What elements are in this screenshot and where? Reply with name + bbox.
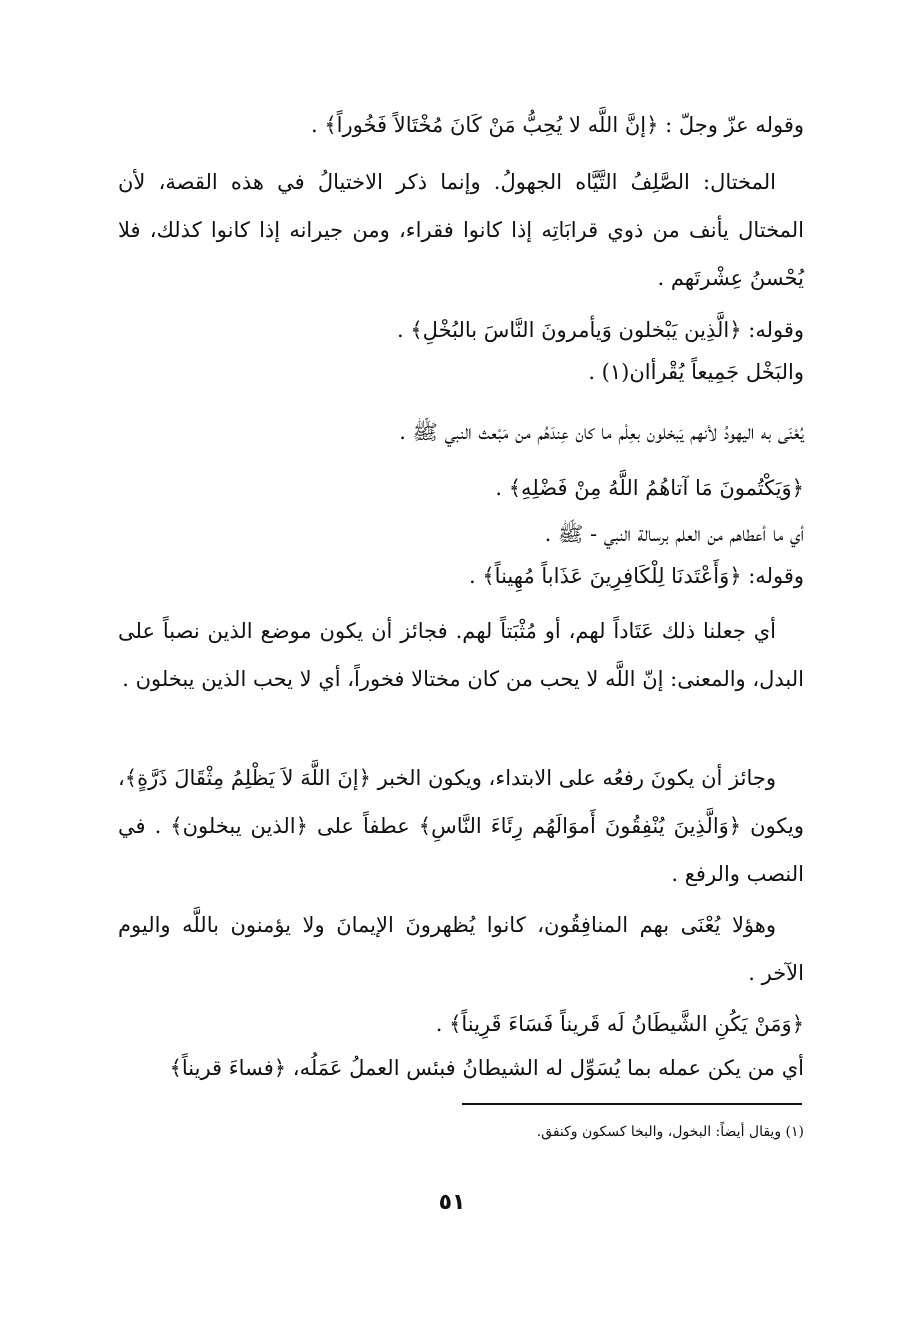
- verse-line: وقوله: ﴿الَّذِين يَبْخلون وَيأمرونَ النَّاسَ بالبُخْلِ﴾ .: [397, 318, 804, 342]
- verse-line: وقوله: ﴿وَأَعْتَدنَا لِلْكَافِرِينَ عَذَاباً مُهِيناً﴾ .: [469, 564, 804, 588]
- text-line: يُعْنَى به اليهودُ لأنهم يَبخلون بعِلْم ما كان عِندَهُم من مَبْعث النبي ﷺ .: [399, 420, 804, 444]
- footnote-divider: [462, 1103, 802, 1105]
- paragraph: وهؤلا يُعْنَى بهم المنافِقُون، كانوا يُظهرونَ الإيمانَ ولا يؤمنون باللَّه واليوم الآخر .: [118, 913, 804, 985]
- verse-line: ﴿وَمَنْ يَكُنِ الشَّيطَانُ لَه قَريناً فَسَاءَ قَرِيناً﴾ .: [435, 1012, 804, 1036]
- paragraph: المختال: الصَّلِفُ التَّيَّاه الجهولُ. وإنما ذكر الاختيالُ في هذه القصة، لأن المختال يأنف من ذوي قرابَاتِه إذا كانوا فقراء، ومن جيرانه إذا كانوا كذلك، فلا يُحْسنُ عِشْرتَهم .: [118, 170, 804, 290]
- page-number: ٥١: [438, 1190, 466, 1215]
- verse-line: وقوله عزّ وجلّ : ﴿إنَّ اللَّه لا يُحِبُّ مَنْ كَانَ مُخْتَالاً فَخُوراً﴾ .: [311, 113, 804, 137]
- text-line: أي ما أعطاهم من العلم برسالة النبي - ﷺ .: [544, 522, 804, 546]
- paragraph: وجائز أن يكونَ رفعُه على الابتداء، ويكون الخبر ﴿إنَ اللَّهَ لاَ يَظْلِمُ مِثْقَالَ ذَرَّةٍ﴾، ويكون ﴿وَالَّذِينَ يُنْفِقُونَ أَموَالَهُم رِئَاءَ النَّاسِ﴾ عطفاً على ﴿الذين يبخلون﴾ . في النصب والرفع .: [118, 766, 804, 886]
- text-line: والبَخْل جَمِيعاً يُقْرأان(١) .: [588, 360, 804, 384]
- verse-line: ﴿وَيَكْتُمونَ مَا آتاهُمُ اللَّهُ مِنْ فَضْلِهِ﴾ .: [495, 476, 804, 500]
- footnote: (١) ويقال أيضاً: البخول، والبخا كسكون وكنفق.: [536, 1124, 804, 1140]
- text-line: أي من يكن عمله بما يُسَوِّل له الشيطانُ فبئس العملُ عَمَلُه، ﴿فساءَ قريناً﴾: [169, 1056, 804, 1080]
- paragraph: أي جعلنا ذلك عَتَاداً لهم، أو مُثْبَتاً لهم. فجائز أن يكون موضع الذين نصباً على البدل، والمعنى: إنّ اللَّه لا يحب من كان مختالا فخوراً، أي لا يحب الذين يبخلون .: [118, 619, 804, 691]
